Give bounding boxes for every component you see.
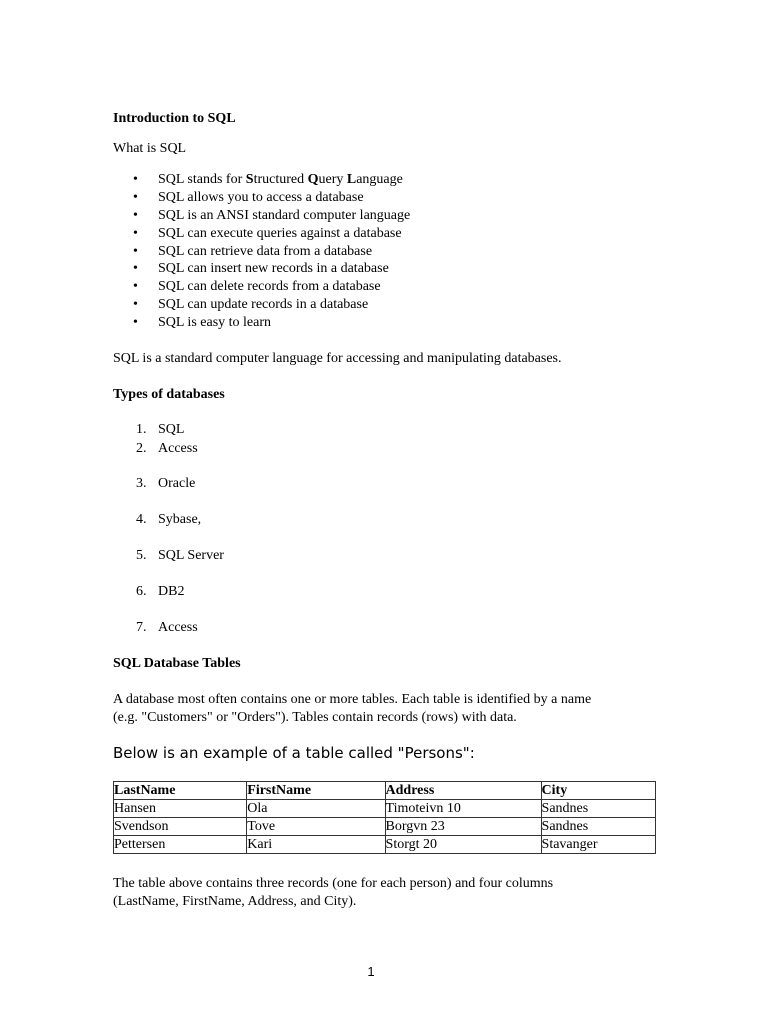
list-item: 2. Access [136,441,198,456]
bullet-icon: • [133,261,138,277]
column-header-city: City [541,782,655,800]
table-cell: Timoteivn 10 [385,800,541,818]
persons-table [113,781,656,854]
tables-paragraph-line1: A database most often contains one or more tables. Each table is identified by a name [113,692,592,707]
table-row [114,836,656,854]
table-cell: Kari [247,836,385,854]
list-item: • SQL can insert new records in a database [133,261,389,277]
page-number: 1 [367,964,375,979]
example-caption: Below is an example of a table called "Persons": [113,744,475,762]
table-cell: Stavanger [541,836,655,854]
list-item: • SQL can update records in a database [133,297,369,313]
bullet-icon: • [133,225,138,241]
section-what-is: What is SQL [113,141,187,156]
bullet-icon: • [133,207,138,223]
bullet-icon: • [133,279,138,295]
after-table-line1: The table above contains three records (one for each person) and four columns [113,876,554,891]
bullet-icon: • [133,243,138,259]
list-item: • SQL can execute queries against a database [133,225,402,241]
list-item: 5. SQL Server [136,548,224,563]
bullet-icon: • [133,297,138,313]
tables-heading: SQL Database Tables [113,656,241,671]
tables-paragraph-line2: (e.g. "Customers" or "Orders"). Tables contain records (rows) with data. [113,710,517,725]
list-item: • SQL is an ANSI standard computer language [133,207,411,223]
table-row [114,800,656,818]
list-item: 7. Access [136,620,198,635]
table-cell: Svendson [114,818,247,836]
list-item: 3. Oracle [136,476,196,491]
table-header-row [114,782,656,800]
column-header-address: Address [385,782,541,800]
list-item: 6. DB2 [136,584,185,599]
table-cell: Pettersen [114,836,247,854]
bullet-icon: • [133,172,138,187]
list-item: 1. SQL [136,422,185,437]
list-item: 4. Sybase, [136,512,202,527]
table-cell: Ola [247,800,385,818]
table-cell: Sandnes [541,818,655,836]
table-cell: Tove [247,818,385,836]
bullet-icon: • [133,189,138,205]
list-item: • SQL allows you to access a database [133,189,364,205]
column-header-lastname: LastName [114,782,247,800]
column-header-firstname: FirstName [247,782,385,800]
bullet-icon: • [133,315,138,331]
list-item: • SQL can delete records from a database [133,279,381,295]
list-item: • SQL stands for Structured Query Language [133,172,403,187]
types-heading: Types of databases [113,387,225,402]
table-row [114,818,656,836]
table-cell: Sandnes [541,800,655,818]
sql-facts-list [133,171,410,332]
table-cell: Borgvn 23 [385,818,541,836]
after-table-line2: (LastName, FirstName, Address, and City). [113,894,357,909]
page-title: Introduction to SQL [113,111,236,126]
list-item: • SQL is easy to learn [133,315,272,331]
list-item: • SQL can retrieve data from a database [133,243,373,259]
table-cell: Hansen [114,800,247,818]
summary-paragraph: SQL is a standard computer language for accessing and manipulating databases. [113,351,562,366]
table-cell: Storgt 20 [385,836,541,854]
